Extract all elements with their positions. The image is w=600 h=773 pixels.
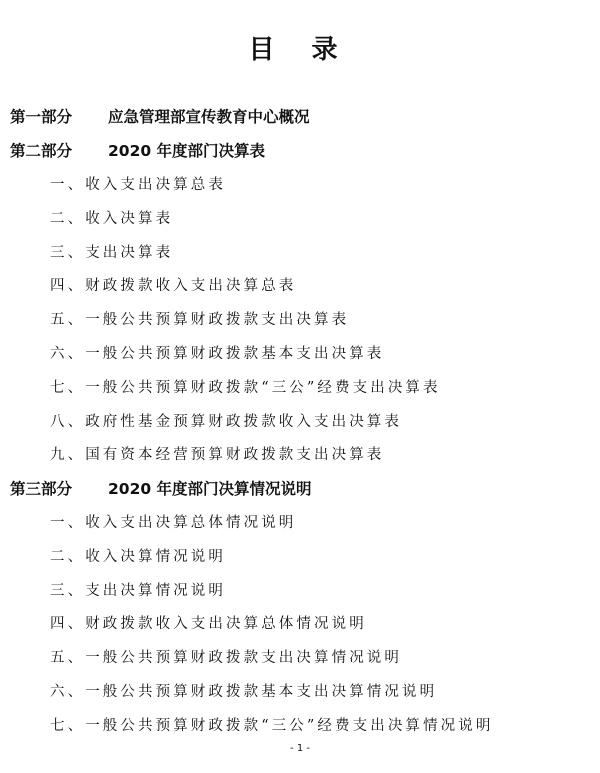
toc-part-3[interactable] xyxy=(10,474,312,504)
toc-item[interactable]: 四、财政拨款收入支出决算总表 xyxy=(50,278,297,294)
toc-part-2[interactable] xyxy=(10,136,265,166)
toc-item[interactable]: 六、一般公共预算财政拨款基本支出决算表 xyxy=(50,346,385,362)
toc-item[interactable]: 二、收入决算情况说明 xyxy=(50,549,226,565)
page-number: - 1 - xyxy=(290,743,310,754)
toc-item[interactable]: 三、支出决算情况说明 xyxy=(50,583,226,599)
part-number: 第一部分 xyxy=(10,108,73,126)
toc-item[interactable]: 九、国有资本经营预算财政拨款支出决算表 xyxy=(50,447,385,463)
part-number: 第三部分 xyxy=(10,480,73,498)
part-number: 第二部分 xyxy=(10,142,73,160)
toc-part-1[interactable] xyxy=(10,102,310,132)
toc-item[interactable]: 一、收入支出决算总体情况说明 xyxy=(50,515,297,531)
toc-item[interactable]: 七、一般公共预算财政拨款“三公”经费支出决算表 xyxy=(50,380,441,396)
toc-item[interactable]: 八、政府性基金预算财政拨款收入支出决算表 xyxy=(50,414,402,430)
toc-item[interactable]: 七、一般公共预算财政拨款“三公”经费支出决算情况说明 xyxy=(50,718,494,734)
toc-item[interactable]: 六、一般公共预算财政拨款基本支出决算情况说明 xyxy=(50,684,438,700)
toc-item[interactable]: 四、财政拨款收入支出决算总体情况说明 xyxy=(50,616,367,632)
toc-item[interactable]: 五、一般公共预算财政拨款支出决算情况说明 xyxy=(50,650,402,666)
toc-title: 目 录 xyxy=(248,35,352,65)
part-title: 2020 年度部门决算表 xyxy=(108,142,266,160)
part-title: 2020 年度部门决算情况说明 xyxy=(108,480,312,498)
toc-item[interactable]: 一、收入支出决算总表 xyxy=(50,177,226,193)
part-title: 应急管理部宣传教育中心概况 xyxy=(108,108,310,126)
toc-item[interactable]: 二、收入决算表 xyxy=(50,211,174,227)
toc-item[interactable]: 五、一般公共预算财政拨款支出决算表 xyxy=(50,312,350,328)
toc-item[interactable]: 三、支出决算表 xyxy=(50,245,174,261)
